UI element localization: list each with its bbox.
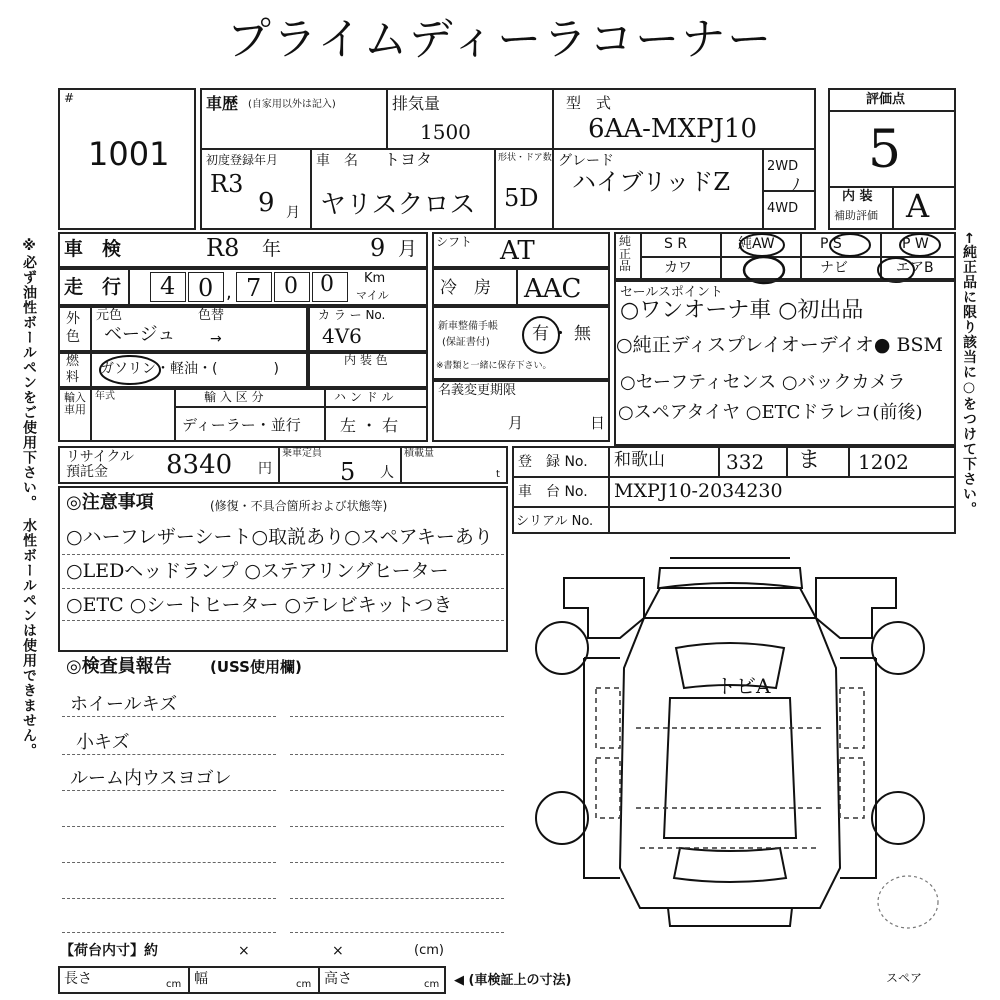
manual-note: ※書類と一緒に保存下さい。 — [436, 361, 552, 371]
import-div-value: ディーラー・並行 — [182, 416, 301, 434]
page-title: プライムディーラコーナー — [226, 14, 774, 65]
history-label: 車歴 — [206, 94, 239, 113]
handle-value: 左 ・ 右 — [340, 416, 399, 435]
mileage-digit-2: 0 — [198, 274, 214, 302]
genuine-notice: ←純正品に限り該当に○をつけて下さい。 — [961, 232, 977, 517]
ac-value: AAC — [524, 274, 582, 304]
orig-color-value: ベージュ — [104, 324, 176, 345]
sales-label: セールスポイント — [620, 285, 723, 300]
cargo-height-label: 高さ — [324, 971, 352, 987]
color-no-label: カ ラ ー No. — [318, 308, 386, 322]
cargo-height-unit: cm — [424, 979, 440, 990]
change-color-value: → — [210, 331, 222, 347]
orig-color-label: 元色 — [96, 308, 123, 323]
manual-sep: ・ — [552, 324, 569, 344]
exterior-label: 外 色 — [66, 311, 80, 346]
first-reg-unit: 月 — [286, 205, 300, 221]
manual-no: 無 — [574, 324, 591, 344]
drive-2wd: 2WD — [767, 159, 799, 174]
inspection-label: 車 検 — [64, 238, 122, 260]
capacity-label: 乗車定員 — [282, 448, 322, 459]
registration-num: 1202 — [858, 450, 909, 474]
notes-title: ◎注意事項 — [66, 492, 154, 513]
model-value: 6AA-MXPJ10 — [588, 114, 758, 144]
import-year-label: 年式 — [95, 391, 115, 402]
handle-label: ハ ン ド ル — [334, 390, 394, 404]
recycle-unit: 円 — [258, 461, 272, 477]
mileage-label: 走 行 — [64, 276, 122, 298]
notes-line-1: ○ハーフレザーシート○取説あり○スペアキーあり — [66, 526, 493, 548]
load-label: 積載量 — [404, 448, 434, 459]
car-maker: トヨタ — [384, 150, 433, 169]
change-color-label: 色替 — [198, 308, 225, 323]
spare-label: スペア — [886, 971, 923, 985]
capacity-value: 5 — [340, 458, 356, 486]
registration-kana: ま — [798, 448, 821, 473]
inspector-line-1: ホイールキズ — [70, 694, 178, 715]
recycle-label: リサイクル 預託金 — [66, 449, 135, 481]
chassis-value: MXPJ10-2034230 — [614, 480, 783, 502]
sales-line-4: ○スペアタイヤ ○ETCドラレコ(前後) — [618, 402, 923, 423]
cargo-width-unit: cm — [296, 979, 312, 990]
notes-sub: (修復・不具合箇所および状態等) — [210, 499, 388, 513]
sales-line-3: ○セーフティセンス ○バックカメラ — [620, 372, 906, 393]
car-name-label: 車 名 — [316, 153, 358, 169]
rename-month: 月 — [508, 414, 524, 432]
genuine-pw: P W — [902, 236, 929, 252]
genuine-cover: カワ — [664, 260, 692, 276]
grade-value: ハイブリッドZ — [572, 168, 731, 196]
sales-line-1: ○ワンオーナ車 ○初出品 — [620, 298, 864, 323]
cargo-length-unit: cm — [166, 979, 182, 990]
interior-sub: 補助評価 — [834, 209, 878, 222]
corner-mark: # — [64, 91, 75, 105]
genuine-circle-marks — [614, 226, 956, 286]
model-label: 型 式 — [566, 94, 612, 112]
manual-label-1: 新車整備手帳 — [438, 321, 498, 332]
load-unit: t — [496, 469, 500, 480]
grade-label: グレード — [558, 153, 614, 169]
genuine-navi: ナビ — [820, 260, 848, 276]
cargo-dims-row — [58, 966, 446, 994]
inspection-year-unit: 年 — [262, 238, 282, 260]
cargo-x2: × — [332, 943, 344, 959]
cargo-x1: × — [238, 943, 250, 959]
rename-day: 日 — [590, 414, 606, 432]
notes-line-2: ○LEDヘッドランプ ○ステアリングヒーター — [66, 560, 449, 582]
notes-line-3: ○ETC ○シートヒーター ○テレビキットつき — [66, 594, 453, 616]
inspector-sub: (USS使用欄) — [210, 658, 302, 676]
mileage-separator: , — [226, 282, 232, 303]
lot-number: 1001 — [88, 135, 170, 173]
cargo-width-label: 幅 — [194, 971, 208, 987]
car-diagram — [520, 548, 940, 938]
registration-label: 登 録 No. — [518, 454, 588, 470]
mileage-digit-1: 4 — [160, 272, 176, 300]
cargo-unit: (cm) — [414, 943, 444, 958]
displacement-value: 1500 — [420, 120, 471, 144]
cargo-length-label: 長さ — [64, 971, 92, 987]
registration-class: 332 — [726, 450, 765, 474]
score-label: 評価点 — [866, 92, 906, 107]
mileage-digit-4: 0 — [284, 274, 298, 299]
serial-label: シリアル No. — [516, 514, 594, 529]
interior-color-label: 内 装 色 — [344, 353, 388, 367]
mileage-digit-3: 7 — [246, 274, 262, 302]
pen-notice: ※必ず油性ボールペンをご使用下さい。 水性ボールペンは使用できません。 — [21, 238, 37, 758]
score-value: 5 — [868, 120, 902, 180]
body-shape-label: 形状・ドア数 — [498, 153, 552, 163]
color-no-value: 4V6 — [322, 324, 362, 348]
genuine-airbag: エアB — [896, 260, 934, 276]
first-reg-month: 9 — [258, 188, 275, 218]
inspector-title: ◎検査員報告 — [66, 656, 172, 677]
first-reg-label: 初度登録年月 — [206, 153, 279, 167]
rename-label: 名義変更期限 — [438, 383, 517, 398]
recycle-value: 8340 — [166, 450, 233, 480]
import-label: 輸入車用 — [64, 391, 86, 417]
displacement-label: 排気量 — [392, 94, 441, 113]
interior-label: 内 装 — [842, 189, 873, 204]
manual-label-2: (保証書付) — [442, 337, 490, 348]
genuine-aw: 純AW — [738, 236, 775, 252]
cargo-note: ◀ (車検証上の寸法) — [454, 973, 572, 988]
first-reg-year: R3 — [210, 170, 244, 198]
manual-circle-mark — [516, 312, 566, 358]
history-note: (自家用以外は記入) — [248, 99, 336, 110]
fuel-label: 燃 料 — [66, 354, 80, 385]
mileage-digit-5: 0 — [320, 272, 334, 297]
import-div-label: 輸 入 区 分 — [204, 390, 264, 404]
car-name-value: ヤリスクロス — [320, 190, 476, 220]
capacity-unit: 人 — [380, 465, 394, 481]
mileage-unit-mile: マイル — [356, 289, 389, 302]
shift-label: シフト — [436, 235, 473, 249]
body-shape-value: 5D — [504, 184, 539, 212]
inspector-line-3: ルーム内ウスヨゴレ — [70, 768, 232, 789]
diagram-mark: トビA — [716, 674, 771, 698]
genuine-sr: S R — [664, 236, 688, 252]
shift-value: AT — [500, 236, 535, 266]
inspector-line-2: 小キズ — [76, 732, 130, 753]
registration-area: 和歌山 — [614, 450, 665, 470]
manual-yes: 有 — [532, 324, 549, 344]
fuel-circle-mark — [96, 350, 166, 390]
drive-4wd: 4WD — [767, 201, 799, 216]
interior-value: A — [906, 187, 930, 225]
mileage-unit-km: Km — [364, 271, 386, 286]
drive-check-mark: ﾉ — [792, 175, 801, 194]
cargo-label: 【荷台内寸】約 — [60, 943, 158, 959]
ac-label: 冷 房 — [440, 278, 491, 298]
inspection-month: 9 — [370, 234, 386, 262]
genuine-label: 純正品 — [619, 234, 632, 274]
chassis-label: 車 台 No. — [518, 484, 588, 500]
fuel-options: ガソリン・軽油・( ) — [100, 361, 279, 377]
inspection-year: R8 — [206, 234, 240, 262]
genuine-ps: P S — [820, 236, 842, 252]
inspection-month-unit: 月 — [398, 238, 418, 260]
sales-line-2: ○純正ディスプレイオーデイオ● BSM — [616, 334, 943, 356]
